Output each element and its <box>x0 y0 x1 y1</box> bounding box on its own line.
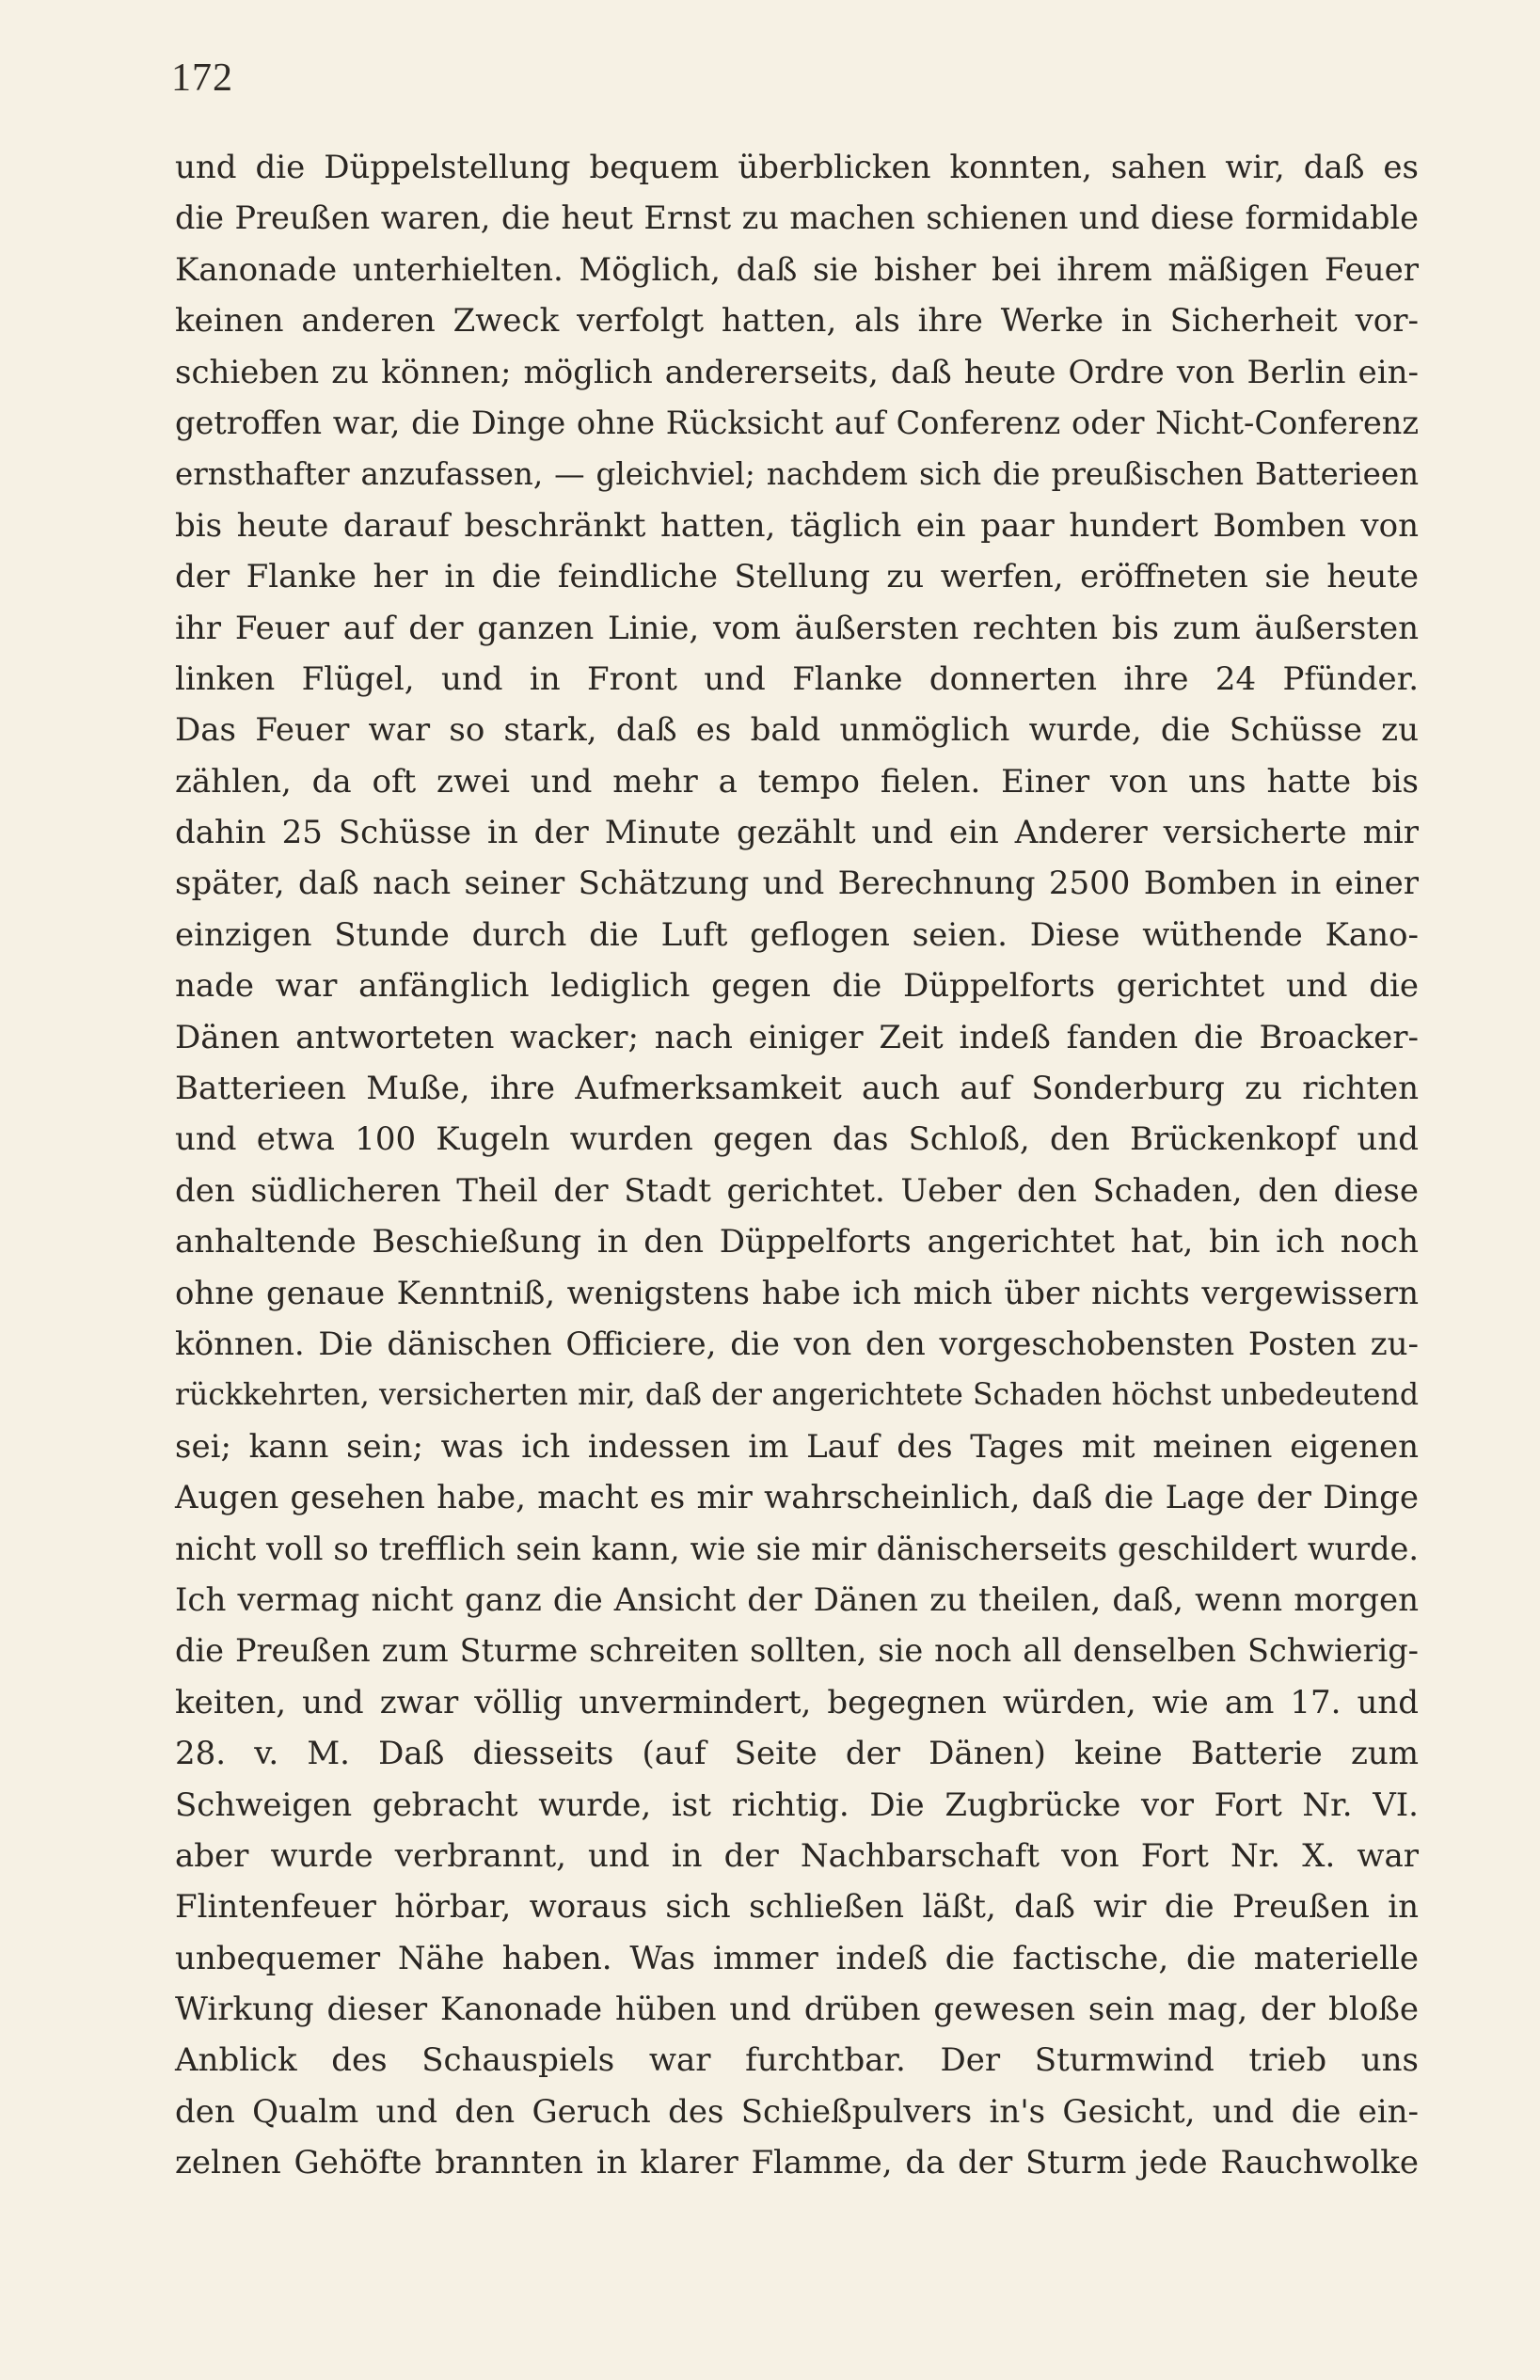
text-line: rückkehrten, versicherten mir, daß der angerichtete Schaden höchst unbedeutend <box>175 1378 1419 1413</box>
text-line: können. Die dänischen Officiere, die von den vorgeschobensten Posten zu- <box>175 1325 1419 1363</box>
body-text <box>175 142 1419 2189</box>
text-line: später, daß nach seiner Schätzung und Berechnung 2500 Bomben in einer <box>175 865 1419 903</box>
text-line: Ich vermag nicht ganz die Ansicht der Dänen zu theilen, daß, wenn morgen <box>175 1580 1419 1619</box>
text-line: und die Düppelstellung bequem überblicken konnten, sahen wir, daß es <box>175 149 1419 186</box>
text-line: ihr Feuer auf der ganzen Linie, vom äußersten rechten bis zum äußersten <box>175 609 1419 647</box>
text-line: den Qualm und den Geruch des Schießpulvers in's Gesicht, und die ein- <box>175 2092 1419 2131</box>
text-line: bis heute darauf beschränkt hatten, täglich ein paar hundert Bomben von <box>175 506 1419 545</box>
text-line: schieben zu können; möglich andererseits, daß heute Ordre von Berlin ein- <box>175 353 1419 391</box>
text-line: keiten, und zwar völlig unvermindert, begegnen würden, wie am 17. und <box>175 1683 1419 1722</box>
text-line: 28. v. M. Daß diesseits (auf Seite der Dänen) keine Batterie zum <box>175 1735 1419 1773</box>
text-line: die Preußen waren, die heut Ernst zu machen schienen und diese formidable <box>175 199 1419 237</box>
text-line: nade war anfänglich lediglich gegen die Düppelforts gerichtet und die <box>175 967 1419 1006</box>
text-line: Augen gesehen habe, macht es mir wahrscheinlich, daß die Lage der Dinge <box>175 1479 1419 1517</box>
text-line: und etwa 100 Kugeln wurden gegen das Schloß, den Brückenkopf und <box>175 1120 1419 1159</box>
text-line: getroffen war, die Dinge ohne Rücksicht auf Conferenz oder Nicht-Conferenz <box>175 404 1419 441</box>
text-line: linken Flügel, und in Front und Flanke donnerten ihre 24 Pfünder. <box>175 659 1419 698</box>
page-number: 172 <box>171 56 233 100</box>
text-line: zählen, da oft zwei und mehr a tempo fielen. Einer von uns hatte bis <box>175 762 1419 801</box>
text-line: der Flanke her in die feindliche Stellung zu werfen, eröffneten sie heute <box>175 558 1419 596</box>
text-line: den südlicheren Theil der Stadt gerichtet. Ueber den Schaden, den diese <box>175 1171 1419 1210</box>
text-line: Das Feuer war so stark, daß es bald unmöglich wurde, die Schüsse zu <box>175 711 1419 750</box>
text-line: aber wurde verbrannt, und in der Nachbarschaft von Fort Nr. X. war <box>175 1836 1419 1875</box>
text-line: unbequemer Nähe haben. Was immer indeß die factische, die materielle <box>175 1939 1419 1977</box>
text-line: Kanonade unterhielten. Möglich, daß sie bisher bei ihrem mäßigen Feuer <box>175 250 1419 289</box>
text-line: zelnen Gehöfte brannten in klarer Flamme, da der Sturm jede Rauchwolke <box>175 2144 1419 2182</box>
text-line: dahin 25 Schüsse in der Minute gezählt und ein Anderer versicherte mir <box>175 814 1419 852</box>
text-line: Dänen antworteten wacker; nach einiger Zeit indeß fanden die Broacker- <box>175 1018 1419 1056</box>
text-line: Schweigen gebracht wurde, ist richtig. Die Zugbrücke vor Fort Nr. VI. <box>175 1785 1419 1824</box>
text-line: einzigen Stunde durch die Luft geflogen seien. Diese wüthende Kano- <box>175 915 1419 954</box>
text-line: nicht voll so trefflich sein kann, wie sie mir dänischerseits geschildert wurde. <box>175 1530 1419 1567</box>
text-line: keinen anderen Zweck verfolgt hatten, als ihre Werke in Sicherheit vor- <box>175 302 1419 341</box>
text-line: sei; kann sein; was ich indessen im Lauf des Tages mit meinen eigenen <box>175 1427 1419 1466</box>
text-line: anhaltende Beschießung in den Düppelforts angerichtet hat, bin ich noch <box>175 1223 1419 1261</box>
text-line: Anblick des Schauspiels war furchtbar. Der Sturmwind trieb uns <box>175 2041 1419 2080</box>
text-line: ohne genaue Kenntniß, wenigstens habe ich mich über nichts vergewissern <box>175 1274 1419 1312</box>
text-line: Wirkung dieser Kanonade hüben und drüben gewesen sein mag, der bloße <box>175 1991 1419 2029</box>
text-line: Flintenfeuer hörbar, woraus sich schließen läßt, daß wir die Preußen in <box>175 1888 1419 1927</box>
text-line: die Preußen zum Sturme schreiten sollten, sie noch all denselben Schwierig- <box>175 1632 1419 1670</box>
text-line: Batterieen Muße, ihre Aufmerksamkeit auch auf Sonderburg zu richten <box>175 1070 1419 1108</box>
text-line: ernsthafter anzufassen, — gleichviel; nachdem sich die preußischen Batterieen <box>175 456 1419 493</box>
